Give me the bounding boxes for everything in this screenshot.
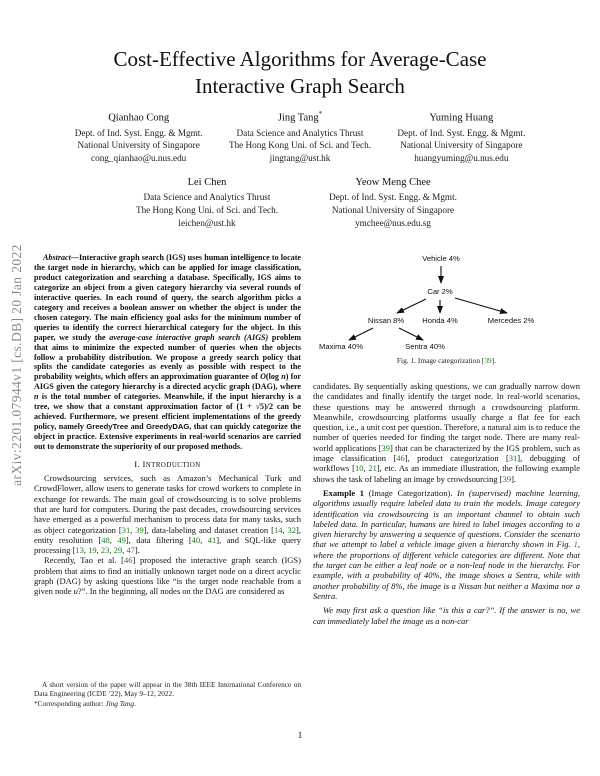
author-affiliation: National University of Singapore: [77, 140, 200, 151]
text-segment: NTRODUCTION: [145, 462, 201, 470]
citation-link[interactable]: 48: [101, 534, 110, 545]
text-segment: n: [281, 372, 286, 382]
author-name-text: Lei Chen: [187, 177, 227, 188]
text-segment: average-case interactive graph search (AIGS): [109, 332, 269, 342]
author-block: [304, 177, 482, 228]
text-segment: ,: [130, 524, 136, 535]
citation-link[interactable]: 13: [75, 545, 84, 556]
text-segment: Crowdsourcing services, such as Amazon’s Mechanical Turk and CrowdFlower, allow users to generate tasks for crowd workers to complete in exchange for rewards. The main goal of crowdsourcing is to solve problems that are hard for computers. During the past decades, crowdsourcing services have emerged as a powerful mechanism to process data for many tasks, such as object categorization [: [34, 473, 301, 535]
edge-car-nissan: [397, 299, 426, 313]
text-segment: *Corresponding author:: [34, 698, 106, 708]
paper-title: [0, 46, 600, 100]
text-segment: A short version of the paper will appear in the 38th IEEE International Conference on Data Engineering (ICDE ’22), May 9–12, 2022.: [34, 680, 301, 699]
node-honda: Honda 4%: [422, 316, 458, 325]
text-segment: ?”. In the beginning, all nodes on the DAG are considered as: [77, 586, 285, 597]
text-segment: Abstract: [43, 253, 71, 262]
citation-link[interactable]: 40: [191, 534, 201, 545]
node-sentra: Sentra 40%: [405, 342, 445, 351]
figure-ref-link[interactable]: 1: [573, 539, 578, 550]
footnote-corresponding-author: [34, 699, 301, 708]
author-name-text: Yeow Meng Chee: [355, 177, 431, 188]
body-columns: [34, 253, 580, 626]
paper-title-line1: Cost-Effective Algorithms for Average-Case: [113, 47, 487, 71]
author-block: [118, 177, 296, 228]
text-segment: ], data-labeling and dataset creation [: [143, 524, 274, 535]
section-heading-introduction: [34, 459, 301, 469]
citation-link[interactable]: 39: [484, 356, 492, 365]
text-segment: (log: [265, 372, 282, 382]
citation-link[interactable]: 31: [121, 524, 131, 535]
text-segment: ,: [83, 545, 89, 556]
author-name-text: Qianhao Cong: [108, 112, 170, 124]
text-segment: Fig. 1. Image categorization [: [396, 356, 485, 365]
text-segment: ], debugging of workflows [: [313, 453, 580, 474]
author-affiliation: Dept. of Ind. Syst. Engg. & Mgmt.: [397, 127, 526, 138]
text-segment: I. I: [134, 459, 146, 470]
text-segment: GreedyTree: [86, 422, 129, 432]
citation-link[interactable]: 46: [396, 453, 405, 464]
author-name: [304, 177, 482, 188]
footnote-conference-note: [34, 680, 301, 699]
text-segment: We may first ask a question like “is this a car?”. If the answer is no, we can immediately label the image as a non-car: [313, 605, 580, 626]
text-segment: Example 1: [323, 487, 365, 498]
title-footnote: [34, 680, 301, 708]
text-segment: u: [73, 586, 78, 597]
text-segment: ) for AIGS given the category hierarchy is a directed acyclic graph (DAG), where: [34, 372, 301, 392]
arxiv-watermark: arXiv:2201.07944v1 [cs.DB] 20 Jan 2022: [9, 244, 24, 486]
text-segment: , where the proportions of different vehicle categories are different. Note that the target can be either a leaf node or a non-leaf node in the hierarchy. For example, with a probability of 40%, the image shows a Sentra, while with another probability of 8%, the image is a Nissan but neither a Maxima nor a Sentra.: [313, 539, 580, 601]
text-segment: is the total number of categories. Meanwhile, if the input hierarchy is a tree, we show that a constant approximation factor of (1 + √5)/2 can be achieved. Furthermore, we present efficient implementations of the greedy policy, namely: [34, 392, 301, 432]
text-segment: ,: [363, 463, 369, 474]
author-affiliation: Dept. of Ind. Syst. Engg. & Mgmt.: [329, 192, 457, 202]
citation-link[interactable]: 47: [126, 545, 135, 556]
example-1-paragraph-2: [313, 605, 580, 626]
edge-car-mercedes: [455, 298, 507, 313]
author-affiliation: Data Science and Analytics Thrust: [143, 192, 271, 202]
citation-link[interactable]: 39: [381, 442, 390, 453]
author-name-sup: *: [318, 110, 323, 118]
text-segment: ,: [96, 545, 101, 556]
text-segment: ] that can be characterized by the IGS problem, such as image classification [: [313, 442, 580, 464]
citation-link[interactable]: 41: [207, 534, 217, 545]
text-segment: ,: [109, 545, 114, 556]
citation-link[interactable]: 23: [100, 545, 110, 556]
text-segment: In (supervised) machine learning, algorithms usually require labeled data to train the models. Image category identification via crowdsourcing is an important channel to obtain such labeled data. In particular, humans are hired to label images according to a given hierarchy by answering a sequence of questions. Consider the scenario that we attempt to label a vehicle image given a hierarchy shown in Fig.: [313, 487, 580, 550]
text-segment: .: [134, 698, 136, 708]
text-segment: n: [34, 392, 39, 402]
author-name: [219, 110, 380, 124]
text-segment: ], product categorization [: [404, 453, 509, 464]
author-block: [219, 110, 380, 163]
node-maxima: Maxima 40%: [319, 342, 363, 351]
text-segment: , that can quickly categorize the object in practice. Extensive experiments in real-world scenarios are carried out to demonstrate the superiority of our proposed methods.: [34, 422, 301, 452]
figure-1-caption: [313, 356, 580, 365]
text-segment: ].: [134, 545, 140, 556]
citation-link[interactable]: 29: [113, 545, 123, 556]
text-segment: —Interactive graph search (IGS) uses human intelligence to locate the target node in hierarchy, which can be applied for image classification, product categorization and searching a database. Specifically, IGS aims to categorize an object from a given category hierarchy via several rounds of interactive queries. In each round of query, the search algorithm picks a category and receives a boolean answer on whether the object is under the chosen category. The main efficiency goal asks for the minimum number of queries to identify the correct hierarchical category for the object. In this paper, we study the: [34, 253, 301, 342]
author-block: [58, 110, 219, 163]
text-segment: ], entity resolution [: [34, 524, 302, 545]
author-name: [58, 110, 219, 124]
figure-1-hierarchy-diagram: [313, 253, 580, 381]
example-1-paragraph: [313, 488, 580, 601]
author-email: huangyuming@u.nus.edu: [414, 153, 509, 164]
edge-nissan-maxima: [349, 328, 373, 340]
citation-link[interactable]: 19: [88, 545, 97, 556]
text-segment: ].: [511, 473, 517, 484]
text-segment: ] proposed the interactive graph search (IGS) problem that aims to find an initially unknown target node on a direct acyclic graph (DAG) by asking questions like “is the target node reachable from a given node: [34, 555, 301, 597]
text-segment: O: [260, 372, 266, 382]
author-name-text: Yuming Huang: [429, 112, 494, 124]
body-paragraph-continuation: [313, 381, 580, 484]
intro-paragraph-1: [34, 473, 301, 555]
text-segment: ], etc. As an immediate illustration, the following example shows the task of labeling an image by crowdsourcing [: [313, 463, 580, 484]
text-segment: ,: [282, 524, 288, 535]
text-segment: ,: [122, 545, 127, 556]
citation-link[interactable]: 32: [287, 524, 297, 535]
text-segment: ], data filtering [: [125, 534, 192, 545]
text-segment: ,: [200, 534, 208, 545]
authors-row-1: [58, 110, 542, 163]
node-car: Car 2%: [427, 287, 453, 296]
author-affiliation: The Hong Kong Uni. of Sci. and Tech.: [228, 140, 372, 151]
intro-paragraph-2: [34, 555, 301, 596]
citation-link[interactable]: 10: [354, 463, 364, 474]
text-segment: ].: [491, 356, 497, 365]
node-mercedes: Mercedes 2%: [487, 316, 535, 325]
page-number: 1: [297, 730, 303, 740]
text-segment: and: [128, 422, 147, 432]
citation-link[interactable]: 14: [273, 524, 283, 535]
author-block: [381, 110, 542, 163]
authors-row-2: [118, 177, 482, 228]
author-name: [118, 177, 296, 188]
paper-title-line2: Interactive Graph Search: [195, 74, 405, 98]
abstract-paragraph: [34, 253, 301, 452]
citation-link[interactable]: 49: [117, 534, 126, 545]
author-affiliation: The Hong Kong Uni. of Sci. and Tech.: [135, 204, 279, 215]
author-affiliation: Dept. of Ind. Syst. Engg. & Mgmt.: [74, 127, 203, 138]
citation-link[interactable]: 21: [368, 463, 377, 474]
author-affiliation: National University of Singapore: [331, 204, 455, 215]
citation-link[interactable]: 39: [135, 524, 144, 535]
author-name-text: Jing Tang: [277, 112, 319, 124]
author-affiliation: National University of Singapore: [400, 140, 523, 151]
citation-link[interactable]: 46: [124, 555, 133, 566]
text-segment: Recently, Tao et al. [: [44, 555, 125, 566]
citation-link[interactable]: 39: [502, 473, 512, 484]
text-segment: (Image Categorization).: [364, 487, 458, 498]
edge-nissan-sentra: [399, 328, 423, 340]
author-email: cong_qianhao@u.nus.edu: [91, 153, 187, 164]
author-email: ymchee@nus.edu.sg: [355, 217, 431, 228]
author-email: jingtang@ust.hk: [269, 153, 331, 164]
text-segment: Jing Tang: [105, 698, 135, 708]
citation-link[interactable]: 31: [508, 453, 518, 464]
left-column: [34, 253, 301, 626]
author-affiliation: Data Science and Analytics Thrust: [236, 127, 364, 138]
node-vehicle: Vehicle 4%: [422, 254, 460, 263]
right-column: [313, 253, 580, 626]
author-email: leichen@ust.hk: [178, 217, 236, 228]
node-nissan: Nissan 8%: [367, 316, 405, 325]
text-segment: ,: [109, 534, 118, 545]
author-name: [381, 110, 542, 124]
text-segment: candidates. By sequentially asking questions, we can gradually narrow down the candidates and finally identify the target node. In real-world scenarios, these questions may be answered through a crowdsourcing platform. Meanwhile, crowdsourcing platforms usually charge a flat fee for each question, i.e., a unit cost per question. Therefore, a natural aim is to reduce the number of queries needed for finding the target node. There are many real-world applications [: [313, 381, 580, 453]
text-segment: problem that aims to minimize the expected number of queries when the objects follow a probability distribution. We propose a greedy search policy that splits the candidate categories as evenly as possible with respect to the probability weights, which offers an approximation guarantee of: [34, 332, 301, 382]
figure-1-arrows: [313, 253, 580, 353]
text-segment: GreedyDAG: [146, 422, 190, 432]
text-segment: ], and SQL-like query processing [: [34, 534, 302, 556]
